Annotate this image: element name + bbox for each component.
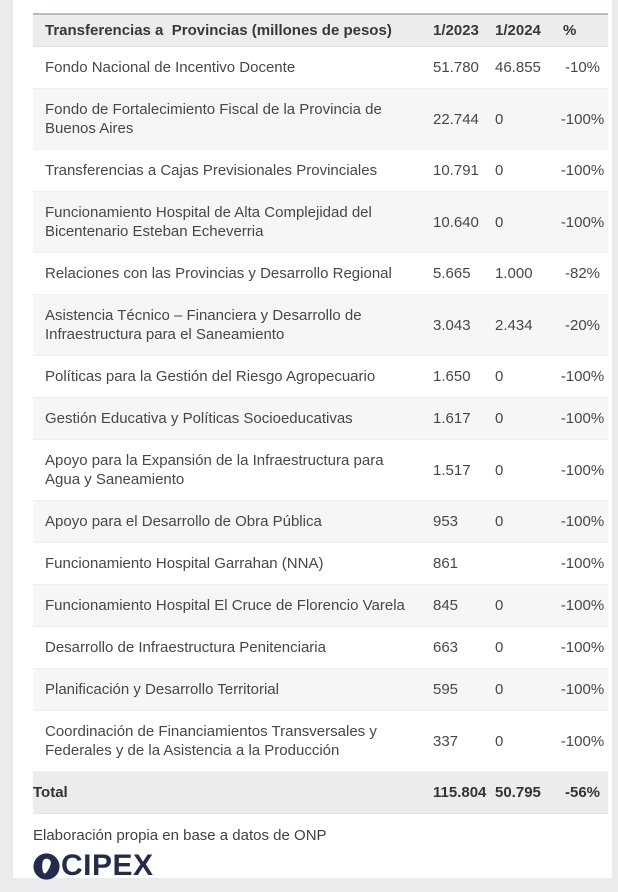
value-2023: 1.617: [433, 410, 471, 427]
pct-value: -100%: [560, 597, 605, 614]
value-2024: 0: [495, 639, 504, 656]
ocipex-globe-icon: [33, 853, 60, 880]
pct-value: -100%: [560, 639, 605, 656]
value-2023: 953: [433, 513, 459, 530]
value-2024: 0: [495, 732, 504, 750]
table-row: [33, 711, 608, 772]
table-row: [33, 356, 608, 398]
pct-value: -20%: [564, 316, 601, 334]
row-label: Planificación y Desarrollo Territorial: [45, 681, 279, 698]
pct-value: -100%: [560, 213, 605, 231]
pct-value: -82%: [564, 265, 601, 282]
row-label: Relaciones con las Provincias y Desarrollo Regional: [45, 265, 392, 282]
row-label: Gestión Educativa y Políticas Socioeducativas: [45, 410, 353, 427]
table-row: [33, 501, 608, 543]
value-2024: 0: [495, 410, 504, 427]
ocipex-logo-text: CIPEX: [61, 849, 154, 882]
pct-value: -100%: [560, 555, 605, 572]
table-row: [33, 295, 608, 356]
transfers-table: [33, 13, 608, 814]
value-2024: 0: [495, 461, 504, 479]
value-2023: 10.640: [433, 213, 479, 231]
value-2023: 5.665: [433, 265, 471, 282]
table-row: [33, 47, 608, 89]
total-row: [33, 772, 608, 814]
pct-value: -100%: [560, 110, 605, 128]
table-body: [33, 47, 608, 772]
row-label: Apoyo para la Expansión de la Infraestructura para Agua y Saneamiento: [45, 452, 384, 488]
header-col-pct: %: [563, 22, 577, 39]
header-col-2023: 1/2023: [433, 22, 479, 39]
pct-value: -100%: [560, 162, 605, 179]
row-label: Desarrollo de Infraestructura Penitenciaria: [45, 639, 326, 656]
pct-value: -100%: [560, 732, 605, 750]
pct-value: -100%: [560, 681, 605, 698]
table-header-row: [33, 14, 608, 47]
pct-value: -100%: [560, 368, 605, 385]
value-2024: 0: [495, 513, 504, 530]
table-row: [33, 89, 608, 150]
row-label: Transferencias a Cajas Previsionales Provinciales: [45, 162, 378, 179]
value-2024: 0: [495, 162, 504, 179]
value-2024: 0: [495, 213, 504, 231]
ocipex-logo: [33, 850, 608, 882]
header-label-cell: Transferencias a Provincias (millones de pesos): [45, 22, 392, 39]
value-2023: 10.791: [433, 162, 479, 179]
value-2024: 0: [495, 681, 504, 698]
value-2023: 861: [433, 555, 459, 572]
value-2024: 46.855: [495, 59, 541, 76]
table-row: [33, 440, 608, 501]
value-2023: 51.780: [433, 59, 479, 76]
table-row: [33, 669, 608, 711]
row-label: Políticas para la Gestión del Riesgo Agropecuario: [45, 368, 376, 385]
row-label: Asistencia Técnico – Financiera y Desarrollo de Infraestructura para el Saneamiento: [45, 307, 362, 343]
row-label: Funcionamiento Hospital El Cruce de Florencio Varela: [45, 597, 405, 614]
pct-value: -100%: [560, 513, 605, 530]
value-2024: 1.000: [495, 265, 533, 282]
table-row: [33, 585, 608, 627]
value-2024: 0: [495, 368, 504, 385]
table-row: [33, 253, 608, 295]
value-2024: [495, 543, 557, 585]
row-label: Apoyo para el Desarrollo de Obra Pública: [45, 513, 322, 530]
value-2024: 2.434: [495, 316, 533, 334]
value-2023: 663: [433, 639, 459, 656]
row-label: Fondo de Fortalecimiento Fiscal de la Provincia de Buenos Aires: [45, 101, 382, 137]
table-row: [33, 543, 608, 585]
value-2023: 1.517: [433, 461, 471, 479]
row-label: Fondo Nacional de Incentivo Docente: [45, 59, 296, 76]
source-note: Elaboración propia en base a datos de ONP: [33, 827, 327, 844]
value-2023: 22.744: [433, 110, 479, 128]
pct-value: -100%: [560, 461, 605, 479]
pct-value: -10%: [564, 59, 601, 76]
total-label: Total: [33, 784, 68, 801]
card: [13, 0, 612, 882]
value-2023: 1.650: [433, 368, 471, 385]
row-label: Coordinación de Financiamientos Transversales y Federales y de la Asistencia a la Producción: [45, 723, 377, 759]
value-2023: 595: [433, 681, 459, 698]
footer: [33, 826, 608, 882]
value-2023: 337: [433, 732, 459, 750]
table-row: [33, 192, 608, 253]
total-pct-value: -56%: [564, 784, 601, 801]
value-2024: 0: [495, 597, 504, 614]
header-col-2024: 1/2024: [495, 22, 541, 39]
value-2023: 845: [433, 597, 459, 614]
total-value-2024: 50.795: [495, 784, 541, 801]
table-row: [33, 398, 608, 440]
value-2023: 3.043: [433, 316, 471, 334]
row-label: Funcionamiento Hospital Garrahan (NNA): [45, 555, 324, 572]
value-2024: 0: [495, 110, 504, 128]
table-row: [33, 150, 608, 192]
row-label: Funcionamiento Hospital de Alta Complejidad del Bicentenario Esteban Echeverria: [45, 204, 372, 240]
total-value-2023: 115.804: [433, 784, 487, 801]
pct-value: -100%: [560, 410, 605, 427]
table-row: [33, 627, 608, 669]
